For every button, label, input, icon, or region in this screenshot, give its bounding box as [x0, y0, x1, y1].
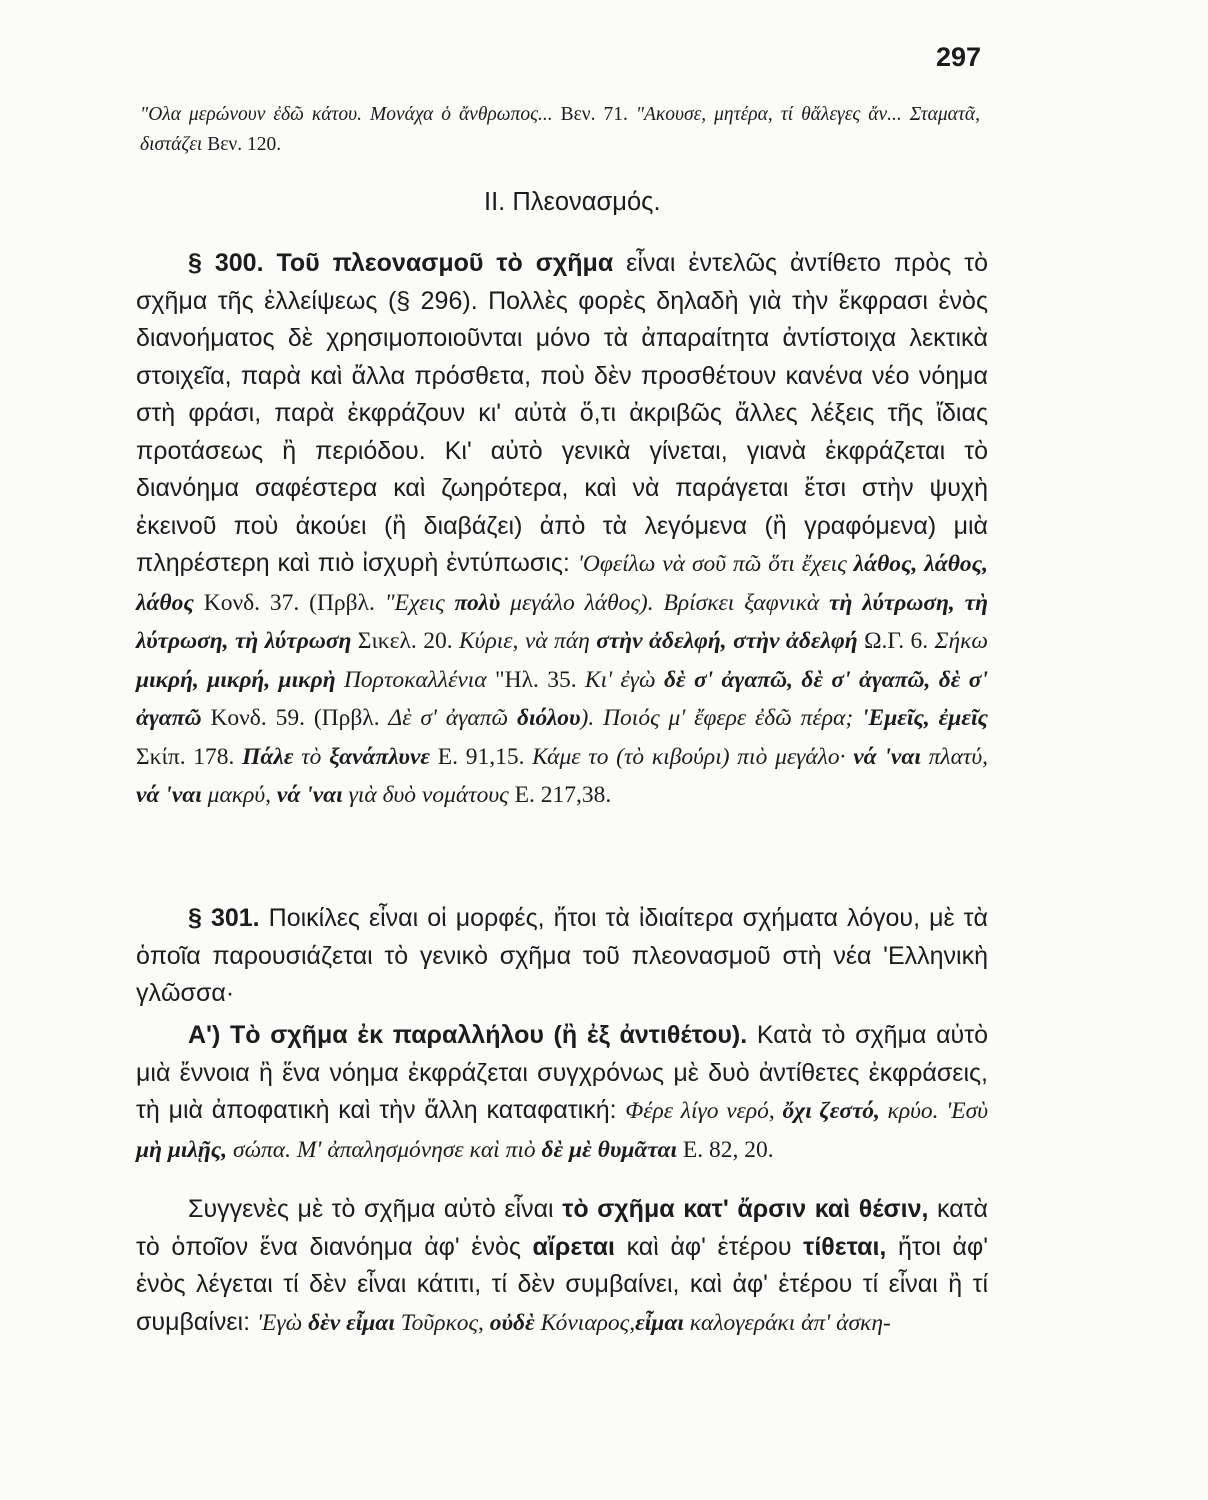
example: Πορτοκαλλένια	[335, 666, 487, 693]
example: Κάμε το (τὸ κιβούρι) πιὸ μεγάλο·	[532, 743, 854, 770]
emphasis: οὐδὲ	[489, 1309, 535, 1336]
emphasis: Πάλε	[242, 743, 294, 770]
example: Κι' ἐγὼ	[584, 666, 664, 693]
body-text: καὶ ἀφ' ἑτέρου	[614, 1232, 804, 1261]
example: ). Ποιός μ' ἔφερε ἐδῶ πέρα;	[580, 705, 862, 731]
emphasis: μὴ μιλῇς,	[136, 1136, 228, 1163]
example: 'Οφείλω νὰ σοῦ πῶ ὅτι ἔχεις	[577, 551, 854, 577]
emphasis: στὴν ἀδελφή, στὴν ἀδελφή	[596, 628, 858, 654]
emphasis: νά 'ναι	[276, 782, 343, 808]
example: κρύο. 'Εσὺ	[879, 1098, 988, 1124]
reference: Ε. 91,15.	[430, 743, 533, 770]
reference: Σικελ. 20.	[351, 628, 459, 654]
paragraph-300	[136, 245, 988, 815]
note-ref-1: Βεν. 71.	[560, 104, 628, 125]
section-lead-300: Τοῦ πλεονασμοῦ τὸ σχῆμα	[263, 249, 614, 277]
section-number-301: § 301.	[188, 904, 260, 932]
emphasis: 'Εμεῖς, ἐμεῖς	[862, 705, 988, 731]
example: μακρύ,	[201, 782, 277, 808]
emphasis: εἶμαι	[635, 1309, 684, 1336]
note-text-2: "Ακουσε, μητέρα, τί θἄλεγες ἄν... Σταματᾶ, διστάζει	[140, 104, 981, 155]
body-300: εἶναι ἐντελῶς ἀντίθετο πρὸς τὸ σχῆμα τῆς ἐλλείψεως (§ 296). Πολλὲς φορὲς δηλαδὴ γιὰ τὴν ἔκφρασι ἑνὸς διανοήματος δὲ χρησιμοποιοῦνται μόνο τὰ ἀπαραίτητα ἀντίστοιχα λεκτικὰ στοιχεῖα, παρὰ καὶ ἄλλα πρόσθετα, ποὺ δὲν προσθέτουν κανένα νέο νόημα στὴ φράσι, παρὰ ἐκφράζουν κι' αὐτὰ ὅ,τι ἀκριβῶς ἄλλες λέξεις τῆς ἴδιας προτάσεως ἢ περιόδου. Κι' αὐτὸ γενικὰ γίνεται, γιανὰ ἐκφράζεται τὸ διανόημα σαφέστερα καὶ ζωηρότερα, καὶ νὰ παράγεται ἔτσι στὴν ψυχὴ ἐκεινοῦ ποὺ ἀκούει (ἢ διαβάζει) ἀπὸ τὰ λεγόμενα (ἢ γραφόμενα) μιὰ πληρέστερη καὶ πιὸ ἰσχυρὴ ἐντύπωσις:	[136, 249, 989, 577]
emphasis: δὲν εἶμαι	[308, 1309, 395, 1336]
section-heading: ΙΙ. Πλεονασμός.	[484, 188, 661, 216]
emphasis: ξανάπλυνε	[329, 743, 431, 770]
example: μεγάλο λάθος). Βρίσκει ξαφνικὰ	[500, 589, 830, 616]
reference: Κονδ. 59. (Πρβλ.	[201, 705, 389, 731]
reference: Κονδ. 37. (Πρβλ.	[193, 589, 385, 616]
page-number: 297	[936, 42, 982, 72]
example: γιὰ δυὸ νομάτους	[342, 782, 509, 808]
example: πλατύ,	[920, 743, 988, 770]
reference: "Ηλ. 35.	[486, 666, 585, 693]
emphasis: τὴ λύτρωση, τὴ λύτρωση, τὴ λύτρωση	[136, 589, 988, 654]
example: σώπα. Μ' ἀπαλησμόνησε καὶ πιὸ	[227, 1136, 542, 1163]
emphasis: ὄχι ζεστό,	[782, 1098, 880, 1124]
example: Κόνιαρος,	[534, 1309, 636, 1336]
body-text: Συγγενὲς μὲ τὸ σχῆμα αὐτὸ εἶναι	[188, 1195, 563, 1223]
emphasis: λάθος, λάθος, λάθος	[136, 551, 988, 616]
section-number-300: § 300.	[188, 249, 264, 277]
paragraph-related	[136, 1191, 988, 1342]
example: Σήκω	[934, 628, 989, 654]
reference: Ε. 82, 20.	[677, 1136, 774, 1163]
paragraph-a	[136, 1017, 988, 1169]
footnote-examples	[140, 100, 980, 160]
term: τὸ σχῆμα κατ' ἄρσιν καὶ θέσιν,	[562, 1195, 929, 1223]
emphasis: δὲ μὲ θυμᾶται	[541, 1136, 678, 1163]
body-text: κατὰ τὸ ὁποῖον ἕνα διανόημα ἀφ' ἑνὸς	[136, 1195, 988, 1261]
term: τίθεται,	[803, 1232, 887, 1261]
example: Φέρε λίγο νερό,	[625, 1098, 783, 1124]
example: τὸ	[293, 743, 330, 770]
paragraph-301	[136, 900, 988, 1013]
emphasis: μικρή, μικρή, μικρὴ	[136, 666, 336, 693]
reference: Ε. 217,38.	[508, 782, 612, 808]
note-ref-2: Βεν. 120.	[207, 134, 282, 155]
emphasis: νά 'ναι	[136, 782, 202, 808]
body-a: Κατὰ τὸ σχῆμα αὐτὸ μιὰ ἔννοια ἢ ἕνα νόημα ἐκφράζεται συγχρόνως μὲ δυὸ ἀντίθετες ἐκφράσεις, τὴ μιὰ ἀποφατικὴ καὶ τὴν ἄλλη καταφατική:	[136, 1021, 988, 1124]
reference: Ω.Γ. 6.	[857, 628, 935, 654]
emphasis: νά 'ναι	[853, 743, 921, 770]
subsection-label-a: Α') Τὸ σχῆμα ἐκ παραλλήλου (ἢ ἐξ ἀντιθέτου).	[188, 1021, 748, 1049]
example: Δὲ σ' ἀγαπῶ	[388, 705, 517, 731]
example: 'Εγὼ	[256, 1309, 309, 1336]
emphasis: δὲ σ' ἀγαπῶ, δὲ σ' ἀγαπῶ, δὲ σ' ἀγαπῶ	[136, 666, 988, 731]
reference: Σκίπ. 178.	[136, 743, 243, 770]
emphasis: διόλου	[516, 705, 581, 731]
emphasis: πολὺ	[454, 589, 501, 616]
term: αἴρεται	[532, 1232, 615, 1261]
example: "Εχεις	[384, 589, 455, 616]
note-text-1: "Ολα μερώνουν ἐδῶ κάτου. Μονάχα ὁ ἄνθρωπος...	[140, 104, 561, 125]
example: Κύριε, νὰ πάη	[459, 628, 597, 654]
example: καλογεράκι ἀπ' ἀσκη-	[683, 1309, 891, 1336]
example: Τοῦρκος,	[394, 1309, 490, 1336]
body-text: ἤτοι ἀφ' ἑνὸς λέγεται τί δὲν εἶναι κάτιτι, τί δὲν συμβαίνει, καὶ ἀφ' ἑτέρου τί εἶναι ἢ τί συμβαίνει:	[136, 1232, 988, 1336]
body-301: Ποικίλες εἶναι οἱ μορφές, ἤτοι τὰ ἰδιαίτερα σχήματα λόγου, μὲ τὰ ὁποῖα παρουσιάζεται τὸ γενικὸ σχῆμα τοῦ πλεονασμοῦ στὴ νέα 'Ελληνικὴ γλῶσσα·	[136, 904, 988, 1007]
